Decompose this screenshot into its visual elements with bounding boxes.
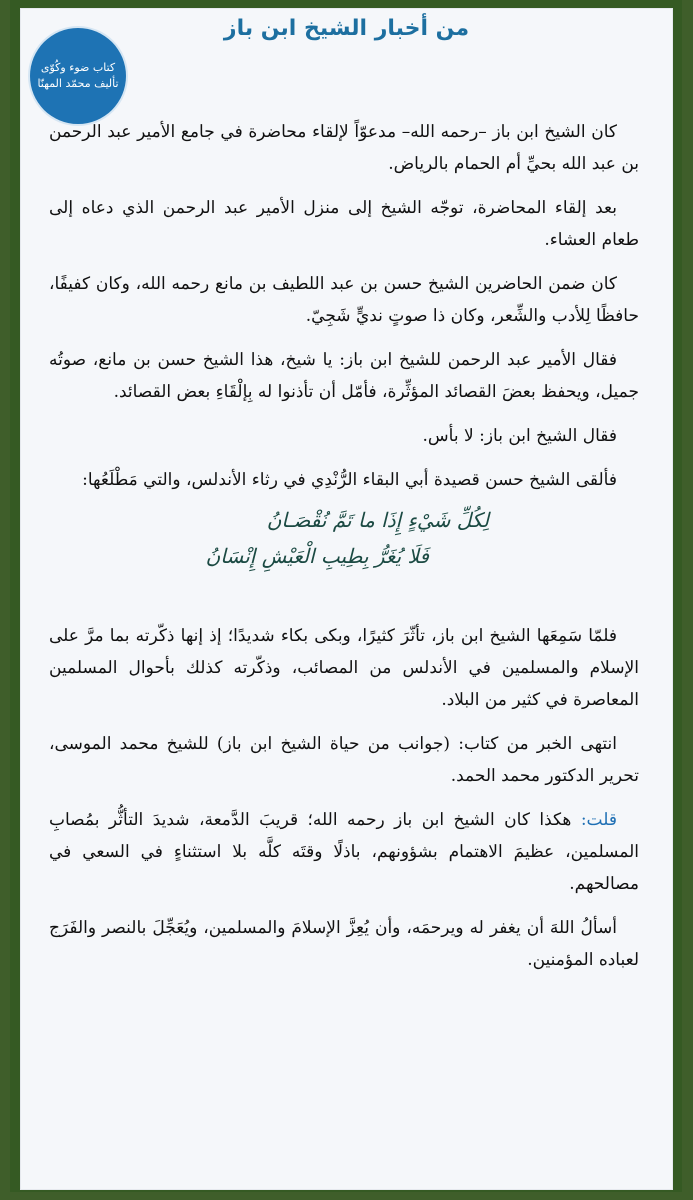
document-page bbox=[20, 8, 673, 1190]
book-logo bbox=[30, 28, 126, 124]
paragraph-8: انتهى الخبر من كتاب: (جوانب من حياة الشيخ ابن باز) للشيخ محمد الموسى، تحرير الدكتور محمد الحمد. bbox=[49, 734, 639, 786]
paragraph-2: بعد إلقاء المحاضرة، توجّه الشيخ إلى منزل الأمير عبد الرحمن الذي دعاه إلى طعام العشاء. bbox=[49, 198, 639, 250]
logo-line-2: تأليف محمّد المهنّا bbox=[37, 77, 119, 90]
logo-line-1: كتاب ضوء وكُوّى bbox=[40, 61, 116, 74]
paragraph-7: فلمّا سَمِعَها الشيخ ابن باز، تأثّرَ كثيرًا، وبكى بكاء شديدًا؛ إذ إنها ذكّرته بما مرَّ على الإسلام والمسلمين في الأندلس من المصائب، وذكّرته كذلك بأحوال المسلمين المعاصرة في كثير من البلاد. bbox=[49, 626, 639, 710]
verse-line-2: فَلَا يُغَرُّ بِطِيبِ الْعَيْشِ إِنْسَانُ bbox=[205, 544, 429, 568]
poem-verse bbox=[49, 502, 639, 574]
paragraph-9 bbox=[49, 804, 639, 900]
verse-line-1: لِكُلِّ شَيْءٍ إِذَا ما تَمَّ نُقْصَـانُ bbox=[266, 508, 489, 532]
article-body bbox=[49, 116, 639, 988]
paragraph-9-text: هكذا كان الشيخ ابن باز رحمه الله؛ قريبَ الدَّمعة، شديدَ التأثُّر بمُصابِ المسلمين، عظيمَ الاهتمام بشؤونهم، باذلًا وقتَه كلَّه بلا استثناءٍ في السعي في مصالحهم. bbox=[49, 810, 639, 894]
paragraph-6: فألقى الشيخ حسن قصيدة أبي البقاء الرُّنْدِي في رثاء الأندلس، والتي مَطْلَعُها: bbox=[82, 470, 617, 490]
paragraph-3: كان ضمن الحاضرين الشيخ حسن بن عبد اللطيف بن مانع رحمه الله، وكان كفيفًا، حافظًا لِلأدب والشِّعر، وكان ذا صوتٍ نديٍّ شَجِيّ. bbox=[49, 274, 639, 326]
qult-label: قلت: bbox=[580, 810, 617, 830]
paragraph-4: فقال الأمير عبد الرحمن للشيخ ابن باز: يا شيخ، هذا الشيخ حسن بن مانع، صوتُه جميل، ويحفظ بعضَ القصائد المؤثِّرة، فأمّل أن تأذنوا له بِإلْقَاءِ بعض القصائد. bbox=[49, 350, 639, 402]
paragraph-5: فقال الشيخ ابن باز: لا بأس. bbox=[422, 426, 617, 446]
page-title: من أخبار الشيخ ابن باز bbox=[223, 16, 470, 41]
spacer bbox=[49, 580, 639, 620]
paragraph-1: كان الشيخ ابن باز –رحمه الله– مدعوّاً لإلقاء محاضرة في جامع الأمير عبد الرحمن بن عبد الله بحيِّ أم الحمام بالرياض. bbox=[49, 122, 639, 174]
paragraph-10: أسألُ اللهَ أن يغفر له ويرحمَه، وأن يُعِزَّ الإسلامَ والمسلمين، ويُعَجِّلَ بالنصر والفَرَج لعباده المؤمنين. bbox=[49, 918, 639, 970]
